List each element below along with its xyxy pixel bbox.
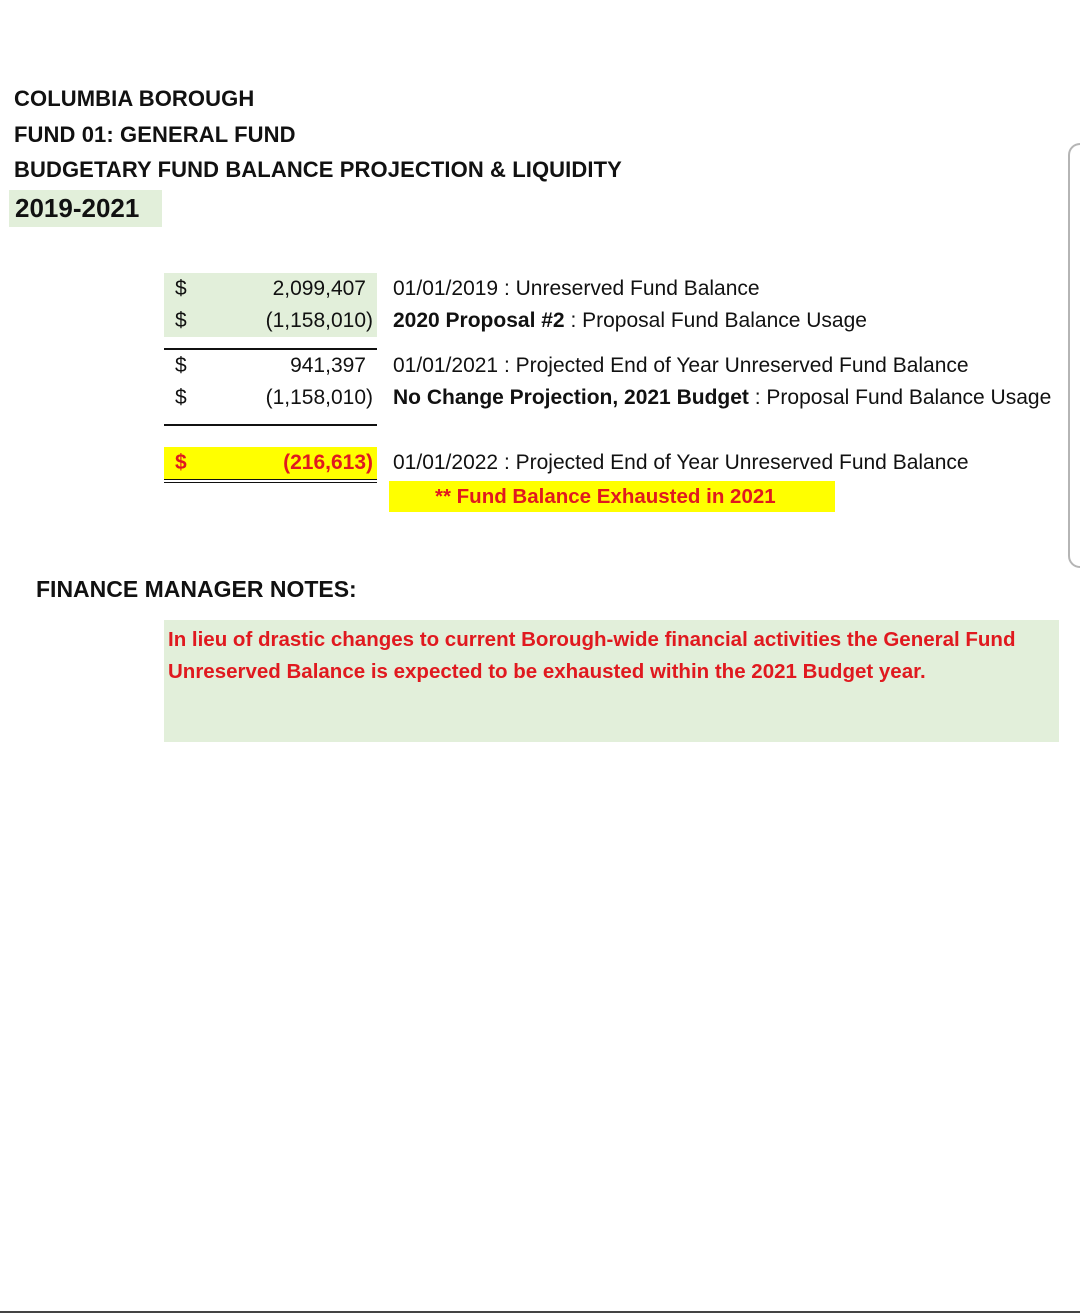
row-3-amount: 941,397: [290, 354, 366, 377]
row-3-currency: $: [175, 354, 187, 377]
notes-title: FINANCE MANAGER NOTES:: [36, 576, 357, 602]
warning-text: ** Fund Balance Exhausted in 2021: [435, 485, 776, 508]
row-5-amount: (216,613): [283, 451, 373, 474]
row-3-label: Projected End of Year Unreserved Fund Balance: [515, 354, 969, 377]
row-5-date: 01/01/2022: [393, 451, 499, 474]
bottom-divider: [0, 1311, 1080, 1313]
row-4-amount: (1,158,010): [265, 386, 373, 409]
row-5-description: [393, 451, 969, 475]
row-4-currency: $: [175, 386, 187, 409]
borough-title: COLUMBIA BOROUGH: [14, 86, 255, 111]
row-1-separator: :: [498, 277, 516, 300]
row-2-label: Proposal Fund Balance Usage: [582, 309, 867, 332]
row-4-description: [393, 386, 1051, 410]
year-range: 2019-2021: [9, 190, 162, 227]
row-2-amount-cell: [200, 309, 373, 335]
total-rule: [164, 424, 377, 426]
row-1-currency: $: [175, 277, 187, 300]
row-1-description: [393, 277, 760, 301]
row-2-currency: $: [175, 309, 187, 332]
row-4-label-bold: No Change Projection, 2021 Budget: [393, 386, 749, 409]
row-4-amount-cell: [200, 386, 373, 412]
row-4-separator: :: [748, 386, 767, 409]
double-underline-top: [164, 479, 377, 480]
row-4-label: Proposal Fund Balance Usage: [766, 386, 1052, 409]
row-2-label-bold: 2020 Proposal #2: [393, 309, 565, 332]
row-2-amount: (1,158,010): [265, 309, 373, 332]
row-1-date: 01/01/2019: [393, 277, 499, 300]
notes-text: In lieu of drastic changes to current Borough-wide financial activities the General Fund Unreserved Balance is expected to be exhausted within the 2021 Budget year.: [168, 628, 1016, 683]
row-5-label: Projected End of Year Unreserved Fund Balance: [515, 451, 969, 474]
row-1-amount: 2,099,407: [272, 277, 366, 300]
double-underline-bottom: [164, 482, 377, 483]
subtotal-rule: [164, 348, 377, 350]
row-3-amount-cell: [200, 354, 366, 380]
row-3-date: 01/01/2021: [393, 354, 499, 377]
row-1-amount-cell: [200, 277, 366, 303]
row-3-separator: :: [498, 354, 516, 377]
row-1-label: Unreserved Fund Balance: [515, 277, 760, 300]
row-2-separator: :: [564, 309, 583, 332]
row-3-description: [393, 354, 969, 378]
row-5-currency: $: [175, 451, 187, 474]
row-2-description: [393, 309, 867, 333]
report-title: BUDGETARY FUND BALANCE PROJECTION & LIQUIDITY: [14, 157, 622, 182]
fund-title: FUND 01: GENERAL FUND: [14, 122, 296, 147]
row-5-separator: :: [498, 451, 516, 474]
row-5-amount-cell: [200, 451, 373, 477]
notes-box: [164, 620, 1059, 742]
scroll-edge-handle[interactable]: [1068, 143, 1080, 568]
